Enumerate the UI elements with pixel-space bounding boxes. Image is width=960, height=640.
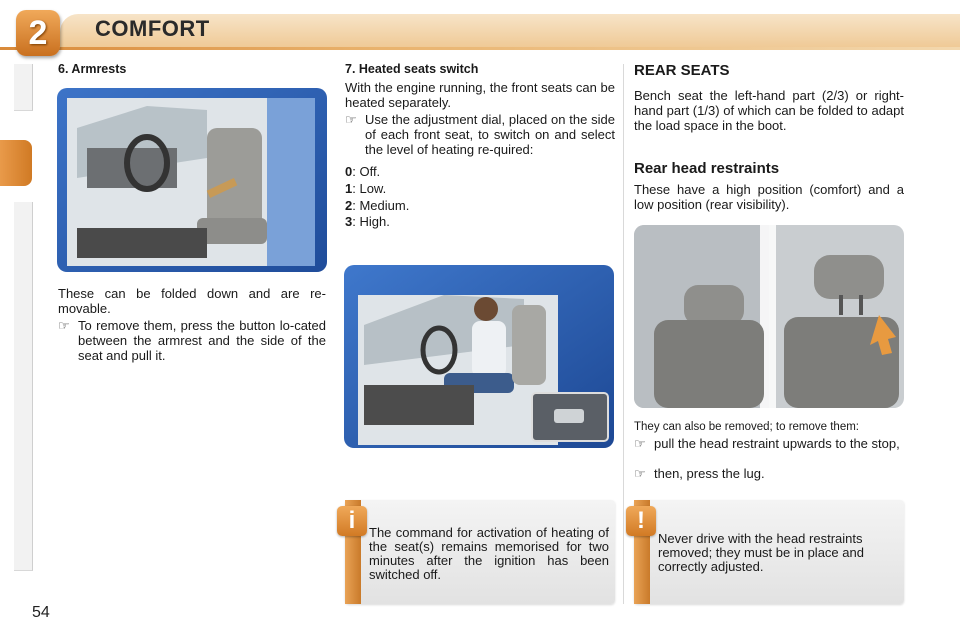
head-restraint-illustration (634, 225, 904, 408)
heat-level-3 (345, 214, 390, 230)
rear-head-restraints-body: These have a high position (comfort) and a low position (rear visibility). (634, 182, 904, 212)
heat-level-number: 1 (345, 181, 353, 196)
warning-note (634, 500, 904, 604)
chapter-tab-1[interactable] (14, 64, 33, 111)
heat-level-1 (345, 181, 386, 197)
heated-seat-illustration (344, 265, 614, 448)
armrests-bullet (58, 318, 326, 363)
chapter-tab-10[interactable] (14, 524, 33, 571)
info-note (345, 500, 615, 604)
heat-level-number: 2 (345, 198, 353, 213)
chapter-tab-5[interactable] (14, 294, 33, 341)
chapter-tab-4[interactable] (14, 248, 33, 295)
heat-level-label: : Low. (352, 181, 387, 196)
pointing-hand-icon: ☞ (634, 436, 646, 451)
pointing-hand-icon: ☞ (345, 112, 357, 127)
pointing-hand-icon: ☞ (58, 318, 70, 333)
rear-seats-title: REAR SEATS (634, 62, 730, 79)
header-rule (0, 47, 960, 50)
heat-level-label: : High. (352, 214, 390, 229)
info-note-text: The command for activation of heating of the seat(s) remains memorised for two minutes after the ignition has been switched off. (369, 525, 609, 582)
removal-step-1 (634, 436, 904, 451)
heat-level-2 (345, 198, 409, 214)
heated-seats-bullet (345, 112, 615, 157)
chapter-tab-8[interactable] (14, 432, 33, 479)
chapter-tabs (0, 64, 34, 574)
heated-seats-bullet-text: Use the adjustment dial, placed on the side of each front seat, to switch on and select the level of heating re-quired: (365, 112, 615, 157)
heat-level-0 (345, 164, 380, 180)
chapter-number-badge: 2 (16, 10, 60, 56)
page-number: 54 (32, 604, 50, 621)
heat-level-number: 3 (345, 214, 353, 229)
heat-level-number: 0 (345, 164, 353, 179)
chapter-tab-3[interactable] (14, 202, 33, 249)
chapter-tab-9[interactable] (14, 478, 33, 525)
heat-level-label: : Off. (352, 164, 381, 179)
removal-intro: They can also be removed; to remove them: (634, 421, 859, 433)
armrests-body: These can be folded down and are re-movable. (58, 286, 326, 316)
chapter-tab-6[interactable] (14, 340, 33, 387)
removal-step-2-text: then, press the lug. (654, 466, 765, 481)
armrest-illustration (57, 88, 327, 272)
warning-icon: ! (626, 506, 656, 536)
warning-note-text: Never drive with the head restraints removed; they must be in place and correctly adjusted. (658, 531, 864, 574)
armrests-heading: 6. Armrests (58, 62, 127, 76)
heat-level-label: : Medium. (352, 198, 410, 213)
removal-step-2 (634, 466, 904, 481)
chapter-tab-2-active[interactable] (0, 140, 32, 186)
rear-head-restraints-title: Rear head restraints (634, 160, 780, 177)
info-icon: i (337, 506, 367, 536)
chapter-tab-7[interactable] (14, 386, 33, 433)
rear-seats-body: Bench seat the left-hand part (2/3) or right-hand part (1/3) of which can be folded to adapt the load space in the boot. (634, 88, 904, 133)
heated-seats-intro: With the engine running, the front seats can be heated separately. (345, 80, 615, 110)
heated-seats-heading: 7. Heated seats switch (345, 62, 479, 76)
page-title: COMFORT (95, 16, 210, 41)
pointing-hand-icon: ☞ (634, 466, 646, 481)
armrests-bullet-text: To remove them, press the button lo-cated between the armrest and the side of the seat and pull it. (78, 318, 326, 363)
removal-step-1-text: pull the head restraint upwards to the stop, (654, 436, 900, 451)
column-divider (623, 64, 624, 604)
